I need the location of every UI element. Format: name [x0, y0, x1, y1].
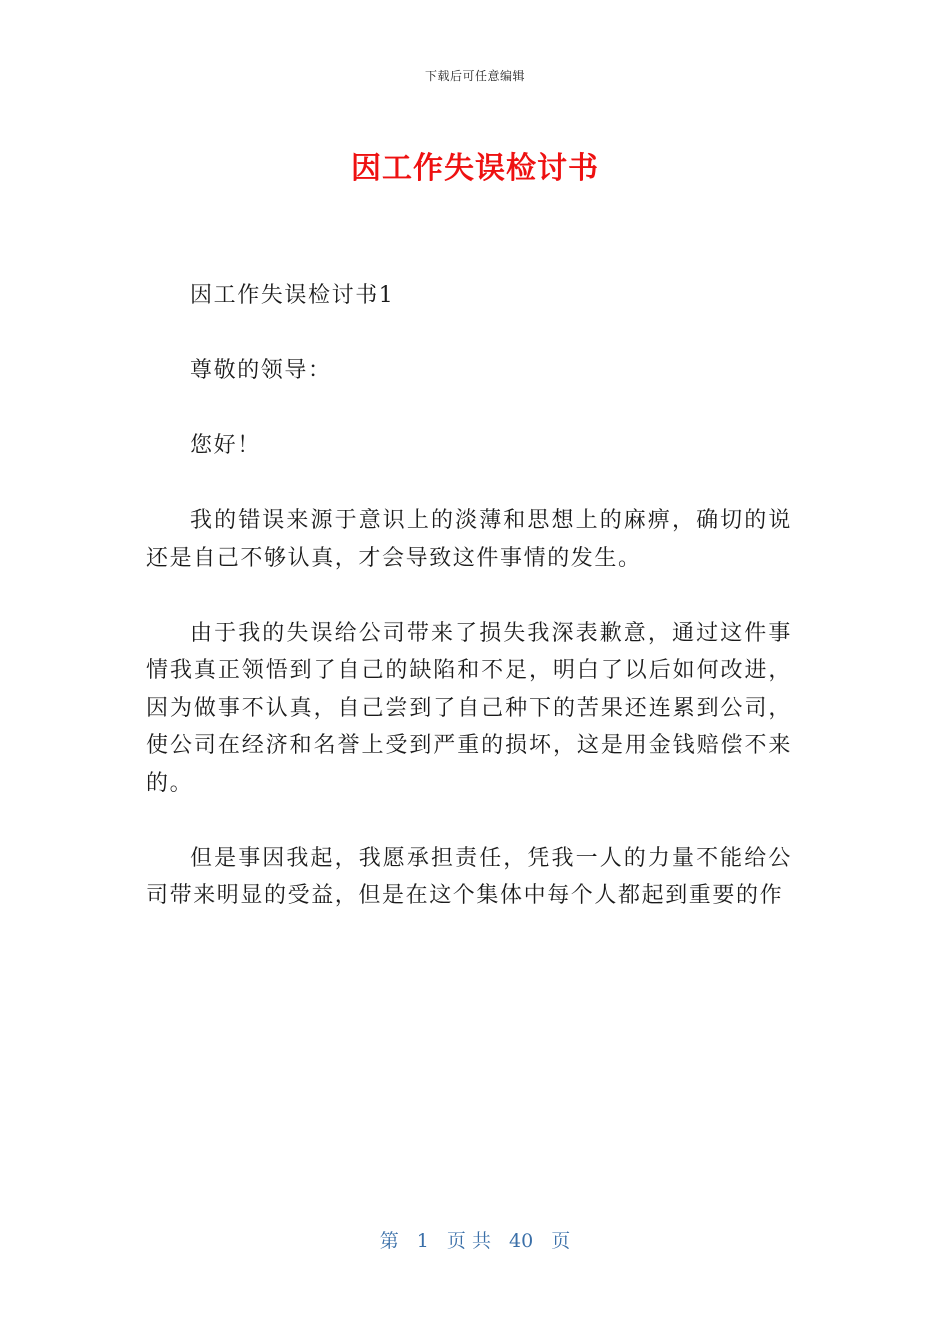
footer-prefix: 第 — [379, 1230, 399, 1252]
paragraph-greeting: 您好！ — [190, 433, 261, 458]
footer-page-number: 1 — [416, 1230, 429, 1252]
page-footer — [0, 1226, 950, 1253]
document-title: 因工作失误检讨书 — [351, 151, 599, 186]
paragraph-body-2: 由于我的失误给公司带来了损失我深表歉意，通过这件事情我真正领悟到了自己的缺陷和不足，明白了以后如何改进，因为做事不认真，自己尝到了自己种下的苦果还连累到公司，使公司在经济和名誉上受到严重的损坏，这是用金钱赔偿不来的。 — [146, 620, 792, 796]
paragraph-salutation: 尊敬的领导： — [190, 358, 332, 383]
paragraph-body-1: 我的错误来源于意识上的淡薄和思想上的麻痹，确切的说还是自己不够认真，才会导致这件事情的发生。 — [146, 508, 792, 571]
header-note: 下载后可任意编辑 — [424, 69, 525, 83]
footer-suffix: 页 — [551, 1230, 571, 1252]
paragraph-heading: 因工作失误检讨书1 — [190, 283, 395, 308]
paragraph-body-3: 但是事因我起，我愿承担责任，凭我一人的力量不能给公司带来明显的受益，但是在这个集体中每个人都起到重要的作 — [146, 845, 792, 908]
document-body — [146, 277, 792, 915]
footer-middle: 页 共 — [446, 1230, 491, 1252]
footer-total-pages: 40 — [509, 1230, 534, 1252]
